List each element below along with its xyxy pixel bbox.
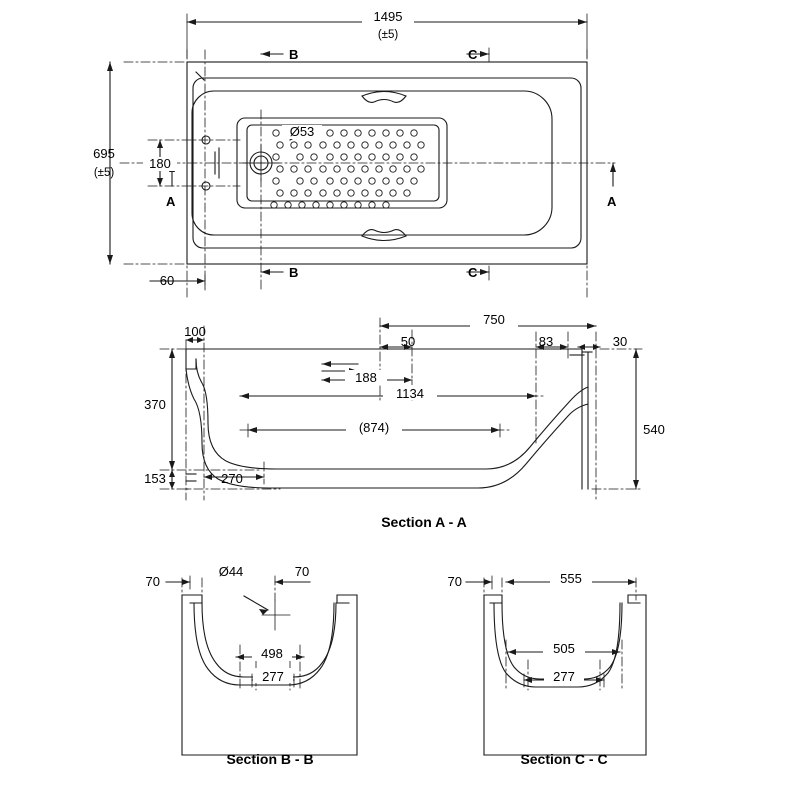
anti-slip-pattern [271, 130, 424, 208]
plan-view [107, 14, 616, 300]
label-section-c-bottom: C [468, 265, 478, 280]
section-marker-a [169, 163, 616, 186]
label-sec-a-874: (874) [358, 420, 390, 435]
label-sec-c-70-left: 70 [447, 574, 462, 589]
label-sec-c-277: 277 [553, 669, 575, 684]
caption-section-c: Section C - C [520, 751, 608, 767]
label-sec-a-100: 100 [184, 324, 206, 339]
dimension-labels [93, 9, 665, 767]
section-c-view [466, 576, 646, 755]
sec-b-dim-70-left [166, 576, 190, 589]
sec-a-dim-153 [169, 470, 175, 489]
label-sec-b-498: 498 [261, 646, 283, 661]
label-sec-b-277: 277 [262, 669, 284, 684]
label-sec-a-30: 30 [612, 334, 628, 349]
label-sec-a-83: 83 [538, 334, 554, 349]
label-plan-60: 60 [159, 273, 175, 288]
label-sec-a-540: 540 [643, 422, 665, 437]
sec-a-inner-profile [196, 359, 588, 469]
label-sec-a-153: 153 [144, 471, 166, 486]
sec-b-left-rim [182, 595, 202, 603]
label-plan-length: 1495 [373, 9, 403, 24]
label-waste-diameter: Ø53 [289, 124, 315, 139]
sec-a-dim-370 [169, 349, 175, 470]
sec-c-left-rim [484, 595, 502, 603]
sec-c-dim-70-left [466, 576, 492, 589]
label-sec-b-overflow: Ø44 [218, 564, 244, 579]
section-b-view [166, 576, 357, 755]
sec-c-right-rim [628, 595, 646, 603]
sec-a-dim-540 [592, 349, 642, 489]
label-section-c-top: C [468, 47, 478, 62]
label-sec-a-50: 50 [400, 334, 416, 349]
label-sec-a-370: 370 [144, 397, 166, 412]
label-sec-a-270: 270 [221, 471, 243, 486]
sec-b-dim-70-top [275, 576, 310, 600]
label-plan-width: 695 [93, 146, 115, 161]
section-marker-c [467, 48, 489, 280]
label-sec-a-1134: 1134 [396, 386, 424, 401]
sec-a-right-rim [570, 349, 582, 489]
label-plan-length-tol: (±5) [377, 29, 399, 41]
label-plan-180: 180 [149, 156, 171, 171]
plan-centrelines [120, 50, 615, 300]
dim-60 [150, 275, 205, 288]
label-sec-a-188: 188 [355, 370, 377, 385]
label-section-b-top: B [289, 47, 299, 62]
label-sec-a-750: 750 [483, 312, 505, 327]
dim-overall-width [107, 62, 113, 264]
sec-b-overflow-cross [262, 600, 290, 630]
sec-b-overflow-leader [244, 596, 268, 615]
plan-grip-top [362, 92, 406, 103]
label-section-b-bottom: B [289, 265, 299, 280]
caption-section-b: Section B - B [226, 751, 314, 767]
label-plan-width-tol: (±5) [93, 167, 115, 179]
label-sec-b-70-top: 70 [294, 564, 310, 579]
caption-section-a: Section A - A [381, 514, 467, 530]
label-section-a-right: A [607, 194, 617, 209]
label-sec-b-70-left: 70 [145, 574, 160, 589]
label-section-a-left: A [166, 194, 176, 209]
label-sec-c-555: 555 [560, 571, 582, 586]
sec-b-inner-bowl [202, 603, 336, 677]
label-sec-c-505: 505 [553, 641, 575, 656]
sec-b-right-rim [337, 595, 357, 603]
